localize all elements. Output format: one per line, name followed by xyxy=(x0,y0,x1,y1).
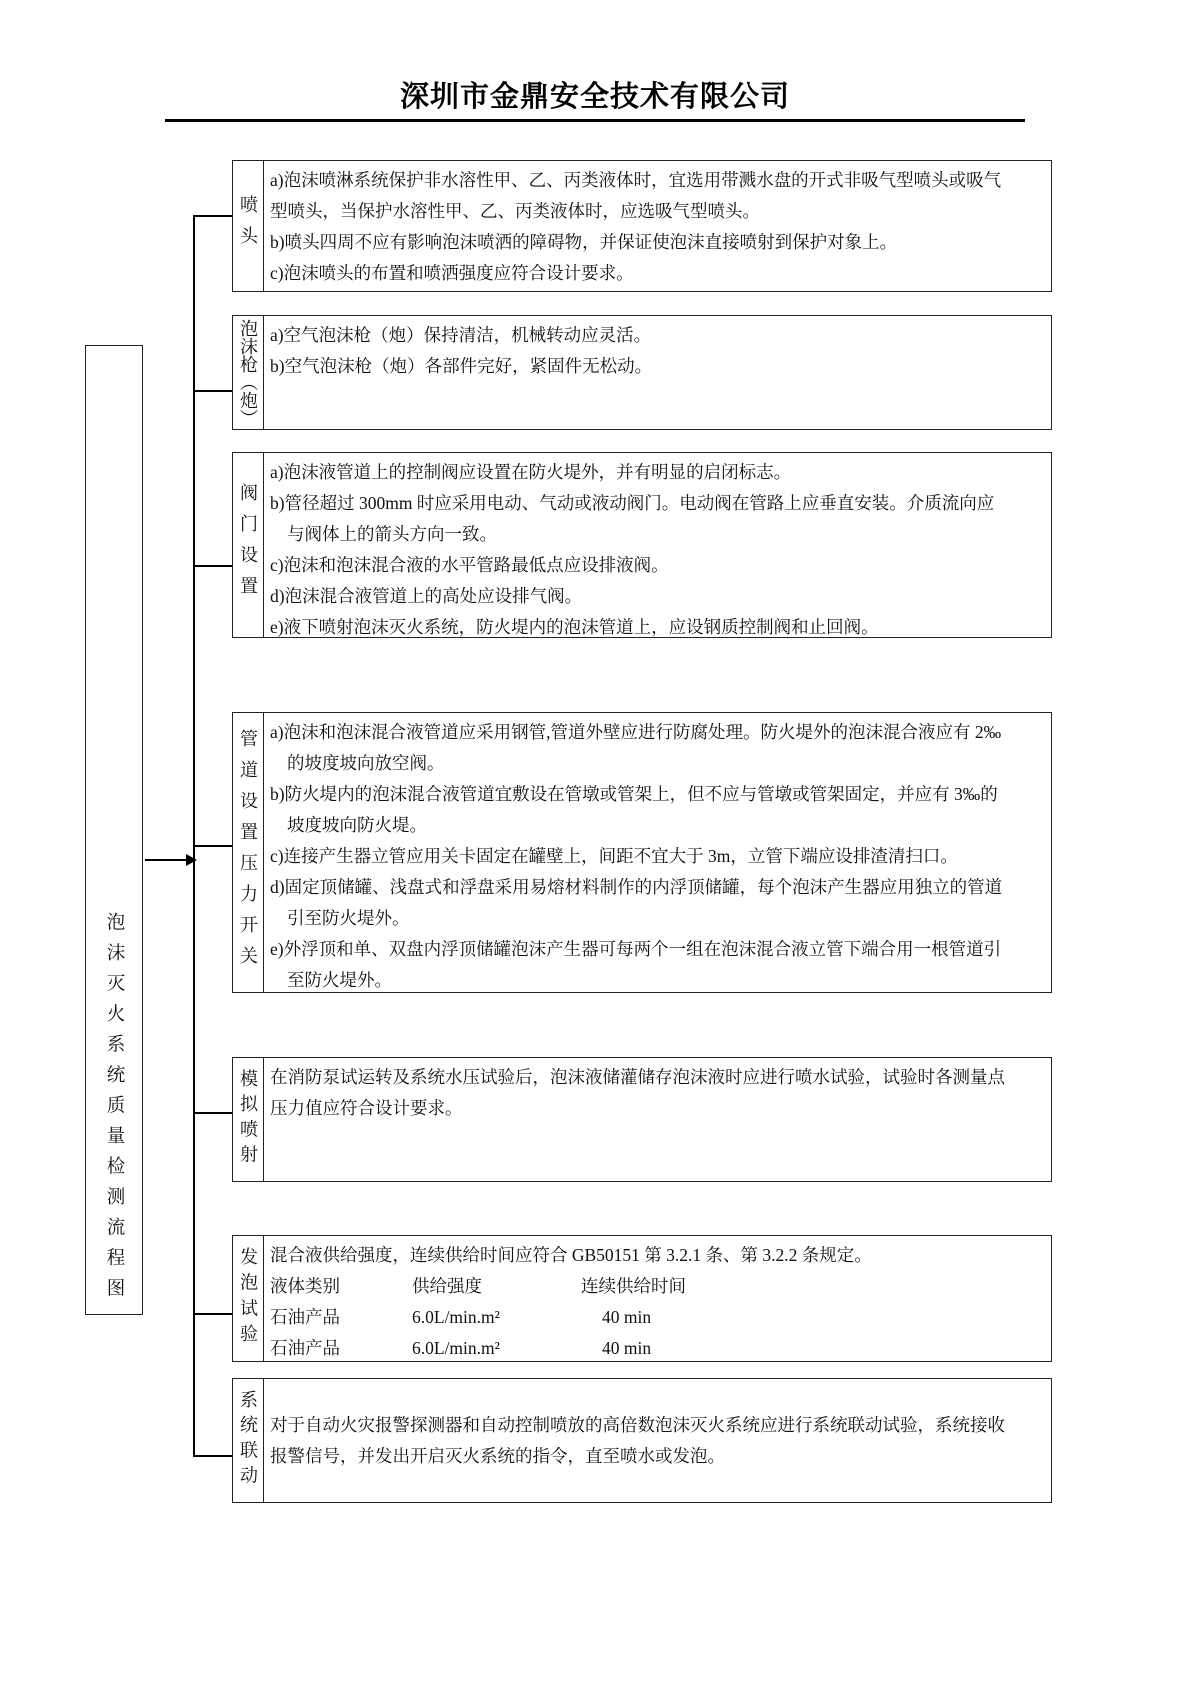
node-text-line: e)液下喷射泡沫灭火系统，防火堤内的泡沫管道上，应设钢质控制阀和止回阀。 xyxy=(270,617,879,637)
table-header-cell: 连续供给时间 xyxy=(581,1276,686,1296)
node-text-line: b)喷头四周不应有影响泡沫喷洒的障碍物，并保证使泡沫直接喷射到保护对象上。 xyxy=(270,232,898,252)
node-content xyxy=(264,1058,1051,1181)
node-content xyxy=(264,1379,1051,1502)
node-text-line: b)空气泡沫枪（炮）各部件完好，紧固件无松动。 xyxy=(270,356,653,376)
header-rule xyxy=(165,119,1025,122)
node-text-line: 与阀体上的箭头方向一致。 xyxy=(287,524,497,544)
flow-node-5 xyxy=(232,1057,1052,1182)
connector-stub-1 xyxy=(193,215,232,217)
node-text-line: c)泡沫和泡沫混合液的水平管路最低点应设排液阀。 xyxy=(270,555,669,575)
node-label: 管道设置压力开关 xyxy=(238,728,258,977)
table-header-row xyxy=(270,1271,1043,1302)
flow-node-6 xyxy=(232,1235,1052,1362)
connector-stub-4 xyxy=(193,845,232,847)
table-cell: 40 min xyxy=(602,1307,652,1327)
node-text-line: c)泡沫喷头的布置和喷洒强度应符合设计要求。 xyxy=(270,263,634,283)
node-text-line: a)空气泡沫枪（炮）保持清洁，机械转动应灵活。 xyxy=(270,325,652,345)
table-cell: 石油产品 xyxy=(270,1307,340,1327)
node-label-column xyxy=(233,1236,264,1361)
node-label: 模拟喷射 xyxy=(238,1069,258,1170)
node-text-line: 引至防火堤外。 xyxy=(287,908,410,928)
node-text-line: 在消防泵试运转及系统水压试验后，泡沫液储灌储存泡沫液时应进行喷水试验，试验时各测量点 xyxy=(270,1067,1005,1087)
node-text-line: c)连接产生器立管应用关卡固定在罐壁上，间距不宜大于 3m，立管下端应设排渣清扫口。 xyxy=(270,846,958,866)
node-text-line: 压力值应符合设计要求。 xyxy=(270,1098,463,1118)
node-text-line: a)泡沫液管道上的控制阀应设置在防火堤外，并有明显的启闭标志。 xyxy=(270,462,792,482)
node-label: 发泡试验 xyxy=(238,1247,258,1350)
node-label: 系统联动 xyxy=(238,1390,258,1491)
table-cell: 石油产品 xyxy=(270,1338,340,1358)
node-text-line: 坡度坡向防火堤。 xyxy=(287,815,427,835)
company-title: 深圳市金鼎安全技术有限公司 xyxy=(399,81,790,113)
node-text-line: d)固定顶储罐、浅盘式和浮盘采用易熔材料制作的内浮顶储罐，每个泡沫产生器应用独立的管道 xyxy=(270,877,1003,897)
node-text-line: a)泡沫和泡沫混合液管道应采用钢管,管道外壁应进行防腐处理。防火堤外的泡沫混合液应有 2‰ xyxy=(270,722,1002,742)
node-text-line: e)外浮顶和单、双盘内浮顶储罐泡沫产生器可每两个一组在泡沫混合液立管下端合用一根管道引 xyxy=(270,939,1002,959)
node-label-column xyxy=(233,316,264,429)
table-cell: 6.0L/min.m² xyxy=(412,1307,500,1327)
flow-node-2 xyxy=(232,315,1052,430)
table-header-cell: 供给强度 xyxy=(412,1276,482,1296)
flow-node-3 xyxy=(232,452,1052,638)
connector-stub-7 xyxy=(193,1455,232,1457)
node-label: 喷头 xyxy=(238,195,258,257)
arrow-head-icon xyxy=(186,854,197,866)
node-content xyxy=(264,453,1051,637)
flow-root-label: 泡沫灭火系统质量检测流程图 xyxy=(104,911,124,1308)
connector-stub-5 xyxy=(193,1112,232,1114)
table-row xyxy=(270,1302,1043,1333)
node-label-column xyxy=(233,1058,264,1181)
node-content xyxy=(264,316,1051,429)
connector-stub-2 xyxy=(193,390,232,392)
table-cell: 40 min xyxy=(602,1338,652,1358)
connector-arrow xyxy=(145,859,187,861)
node-text-line: 混合液供给强度，连续供给时间应符合 GB50151 第 3.2.1 条、第 3.2.2 条规定。 xyxy=(270,1245,872,1265)
node-content xyxy=(264,1236,1051,1361)
node-text-line: b)管径超过 300mm 时应采用电动、气动或液动阀门。电动阀在管路上应垂直安装。介质流向应 xyxy=(270,493,995,513)
node-text-line: 型喷头，当保护水溶性甲、乙、丙类液体时，应选吸气型喷头。 xyxy=(270,201,760,221)
table-row xyxy=(270,1333,1043,1361)
connector-stub-3 xyxy=(193,565,232,567)
table-header-cell: 液体类别 xyxy=(270,1276,340,1296)
connector-trunk-line xyxy=(193,215,195,1456)
flow-node-4 xyxy=(232,712,1052,993)
flow-root-box xyxy=(85,345,143,1315)
node-text-line: b)防火堤内的泡沫混合液管道宜敷设在管墩或管架上，但不应与管墩或管架固定，并应有 3‰的 xyxy=(270,784,998,804)
node-text-line: 至防火堤外。 xyxy=(287,970,392,990)
table-cell: 6.0L/min.m² xyxy=(412,1338,500,1358)
node-label: 阀门设置 xyxy=(238,483,258,607)
node-content xyxy=(264,713,1051,992)
node-label: 泡沫枪（炮） xyxy=(238,318,258,427)
node-text-line: 报警信号，并发出开启灭火系统的指令，直至喷水或发泡。 xyxy=(270,1445,725,1466)
node-label-column xyxy=(233,713,264,992)
node-text-line: d)泡沫混合液管道上的高处应设排气阀。 xyxy=(270,586,583,606)
node-text-line: 对于自动火灾报警探测器和自动控制喷放的高倍数泡沫灭火系统应进行系统联动试验，系统接收 xyxy=(270,1414,1005,1435)
node-text-line: 的坡度坡向放空阀。 xyxy=(287,753,445,773)
node-label-column xyxy=(233,1379,264,1502)
node-content xyxy=(264,161,1051,291)
flow-node-7 xyxy=(232,1378,1052,1503)
node-text-line: a)泡沫喷淋系统保护非水溶性甲、乙、丙类液体时，宜选用带溅水盘的开式非吸气型喷头或吸气 xyxy=(270,170,1002,190)
flow-node-1 xyxy=(232,160,1052,292)
node-label-column xyxy=(233,161,264,291)
connector-stub-6 xyxy=(193,1313,232,1315)
node-label-column xyxy=(233,453,264,637)
